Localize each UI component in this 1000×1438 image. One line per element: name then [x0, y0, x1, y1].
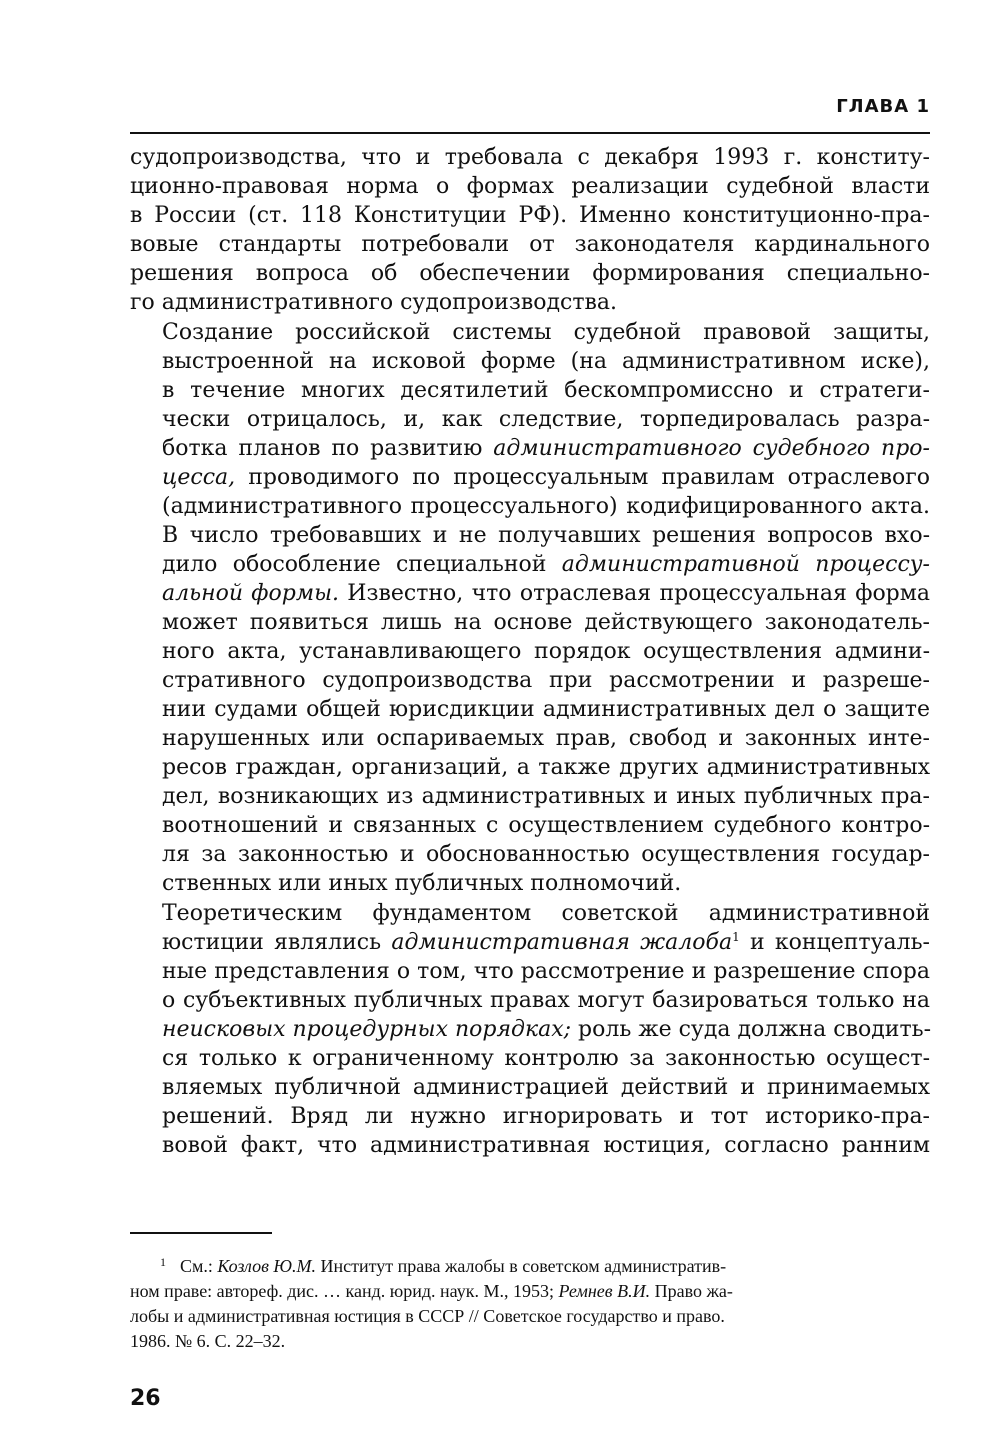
- italic-term: неисковых процедурных порядках;: [162, 1017, 572, 1042]
- text-line: ресов граждан, организаций, а также других административных: [162, 755, 930, 780]
- text-line: нии судами общей юрисдикции административных дел о защите: [162, 697, 930, 722]
- text-line: [130, 434, 930, 463]
- text-run: юстиции являлись: [162, 930, 392, 955]
- text-line: дел, возникающих из административных и иных публичных пра-: [162, 784, 930, 809]
- text-line: ные представления о том, что рассмотрение и разрешение спора: [162, 959, 930, 984]
- text-line: вовые стандарты потребовали от законодателя кардинального: [130, 232, 930, 257]
- text-line: ся только к ограниченному контролю за законностью осущест-: [162, 1046, 930, 1071]
- text-run: Известно, что отраслевая процессуальная форма: [339, 581, 930, 606]
- text-run: роль же суда должна сводить-: [571, 1017, 932, 1042]
- footnote-line: лобы и административная юстиция в СССР // Советское государство и право.: [130, 1306, 725, 1326]
- text-line: [130, 1015, 930, 1044]
- footnote-line: [130, 1250, 930, 1279]
- text-run: См.:: [180, 1256, 218, 1276]
- text-line: в течение многих десятилетий бескомпромиссно и стратеги-: [162, 378, 930, 403]
- text-line: ционно-правовая норма о формах реализации судебной власти: [130, 174, 930, 199]
- footnote-line: [130, 1279, 930, 1304]
- text-line: воотношений и связанных с осуществлением судебного контро-: [162, 813, 930, 838]
- text-line: может появиться лишь на основе действующего законодатель-: [162, 610, 930, 635]
- text-run: дило обособление специальной: [162, 552, 562, 577]
- text-line: решения вопроса об обеспечении формирования специально-: [130, 261, 930, 286]
- page-number: 26: [130, 1386, 161, 1411]
- text-line: чески отрицалось, и, как следствие, торпедировалась разра-: [162, 407, 930, 432]
- paragraph-3: [130, 899, 930, 1160]
- text-run: Институт права жалобы в советском административ-: [315, 1256, 727, 1276]
- text-run: ном праве: автореф. дис. … канд. юрид. наук. М., 1953;: [130, 1281, 559, 1301]
- footnote-rule: [130, 1232, 272, 1234]
- text-line: судопроизводства, что и требовала с декабря 1993 г. конститу-: [130, 145, 930, 170]
- text-line: решений. Вряд ли нужно игнорировать и тот историко-пра-: [162, 1104, 930, 1129]
- text-run: ботка планов по развитию: [162, 436, 494, 461]
- text-line: Теоретическим фундаментом советской административной: [162, 901, 930, 926]
- text-line: ля за законностью и обоснованностью осуществления государ-: [162, 842, 930, 867]
- text-line: в России (ст. 118 Конституции РФ). Именно конституционно-пра-: [130, 203, 930, 228]
- italic-term: альной формы.: [162, 581, 340, 606]
- text-line: [130, 550, 930, 579]
- paragraph-1: [130, 143, 930, 317]
- text-line: вляемых публичной администрацией действий и принимаемых: [162, 1075, 930, 1100]
- text-run: Право жа-: [650, 1281, 733, 1301]
- text-line: Создание российской системы судебной правовой защиты,: [162, 320, 930, 345]
- text-line: В число требовавших и не получавших решения вопросов вхо-: [162, 523, 930, 548]
- text-line: [130, 928, 930, 957]
- italic-term: цесса,: [162, 465, 236, 490]
- footnote-reference[interactable]: 1: [732, 930, 740, 944]
- text-line: ственных или иных публичных полномочий.: [162, 871, 682, 896]
- italic-term: административной процессу-: [561, 552, 930, 577]
- text-line: вовой факт, что административная юстиция, согласно ранним: [162, 1133, 930, 1158]
- text-line: го административного судопроизводства.: [130, 290, 617, 315]
- footnote: [130, 1250, 930, 1354]
- text-line: стративного судопроизводства при рассмотрении и разреше-: [162, 668, 930, 693]
- text-run: и концептуаль-: [739, 930, 930, 955]
- main-text: [130, 143, 930, 1161]
- italic-term: административного судебного про-: [493, 436, 930, 461]
- text-line: нарушенных или оспариваемых прав, свобод и законных инте-: [162, 726, 930, 751]
- footnote-mark: 1: [160, 1255, 166, 1269]
- running-head: ГЛАВА 1: [836, 96, 930, 117]
- text-line: о субъективных публичных правах могут базироваться только на: [162, 988, 930, 1013]
- text-line: [130, 579, 930, 608]
- text-line: (административного процессуального) кодифицированного акта.: [162, 494, 930, 519]
- italic-term: административная жалоба: [391, 930, 733, 955]
- text-line: выстроенной на исковой форме (на административном иске),: [162, 349, 930, 374]
- author-name: Ремнев В.И.: [558, 1281, 651, 1301]
- header-rule: [130, 132, 930, 134]
- text-line: ного акта, устанавливающего порядок осуществления админи-: [162, 639, 930, 664]
- author-name: Козлов Ю.М.: [217, 1256, 316, 1276]
- footnote-line: 1986. № 6. С. 22–32.: [130, 1331, 286, 1351]
- paragraph-2: [130, 318, 930, 898]
- text-run: проводимого по процессуальным правилам отраслевого: [235, 465, 930, 490]
- text-line: [130, 463, 930, 492]
